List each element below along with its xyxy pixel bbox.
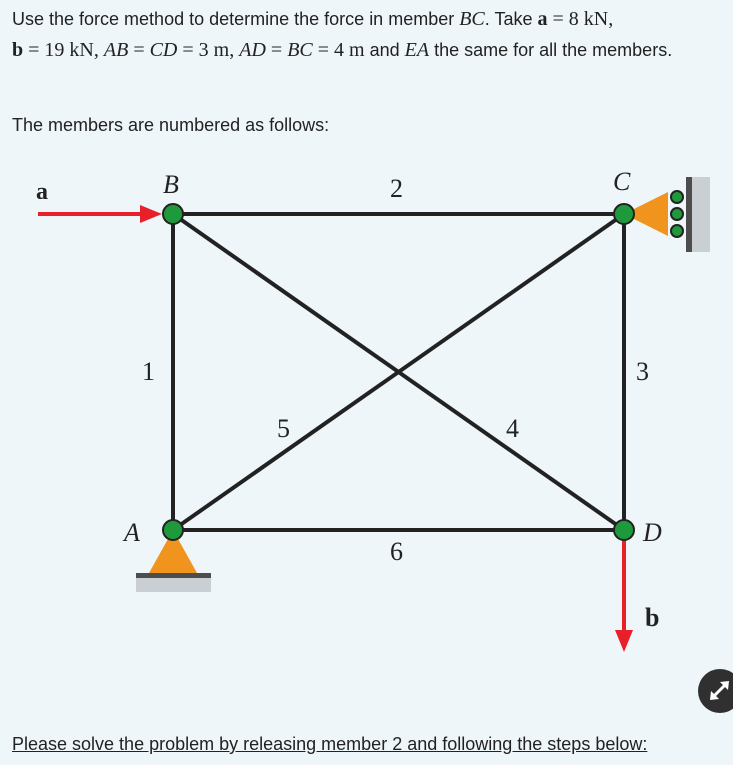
wall-line [686, 177, 692, 252]
node-b [163, 204, 183, 224]
node-a [163, 520, 183, 540]
problem-statement: Use the force method to determine the force in member BC. Take a = 8 kN, b = 19 kN, AB = CD = 3 m, AD = BC = 4 m and EA the same for all the members. [12, 8, 673, 61]
member-label-3: 3 [636, 357, 649, 386]
node-label-a: A [124, 518, 140, 547]
member-label-6: 6 [390, 537, 403, 566]
member-label-2: 2 [390, 174, 403, 203]
load-label-a: a [36, 179, 48, 205]
load-b-arrowhead-icon [615, 630, 633, 652]
load-a-arrowhead-icon [140, 205, 162, 223]
ground-line [136, 573, 211, 578]
member-label-4: 4 [506, 414, 519, 443]
wall-hatch [692, 177, 710, 252]
node-c [614, 204, 634, 224]
member-label-1: 1 [142, 357, 155, 386]
load-label-b: b [645, 603, 660, 632]
roller-icon [671, 191, 683, 203]
roller-icon [671, 208, 683, 220]
node-label-d: D [643, 518, 662, 547]
member-label-5: 5 [277, 414, 290, 443]
members-intro: The members are numbered as follows: [12, 115, 330, 135]
ground-hatch [136, 578, 211, 592]
node-label-c: C [613, 167, 631, 196]
expand-button[interactable] [698, 669, 733, 713]
instructions-footer: Please solve the problem by releasing member 2 and following the steps below: [12, 734, 648, 754]
node-label-b: B [163, 170, 179, 199]
expand-arrows-icon [698, 669, 733, 713]
node-d [614, 520, 634, 540]
roller-icon [671, 225, 683, 237]
